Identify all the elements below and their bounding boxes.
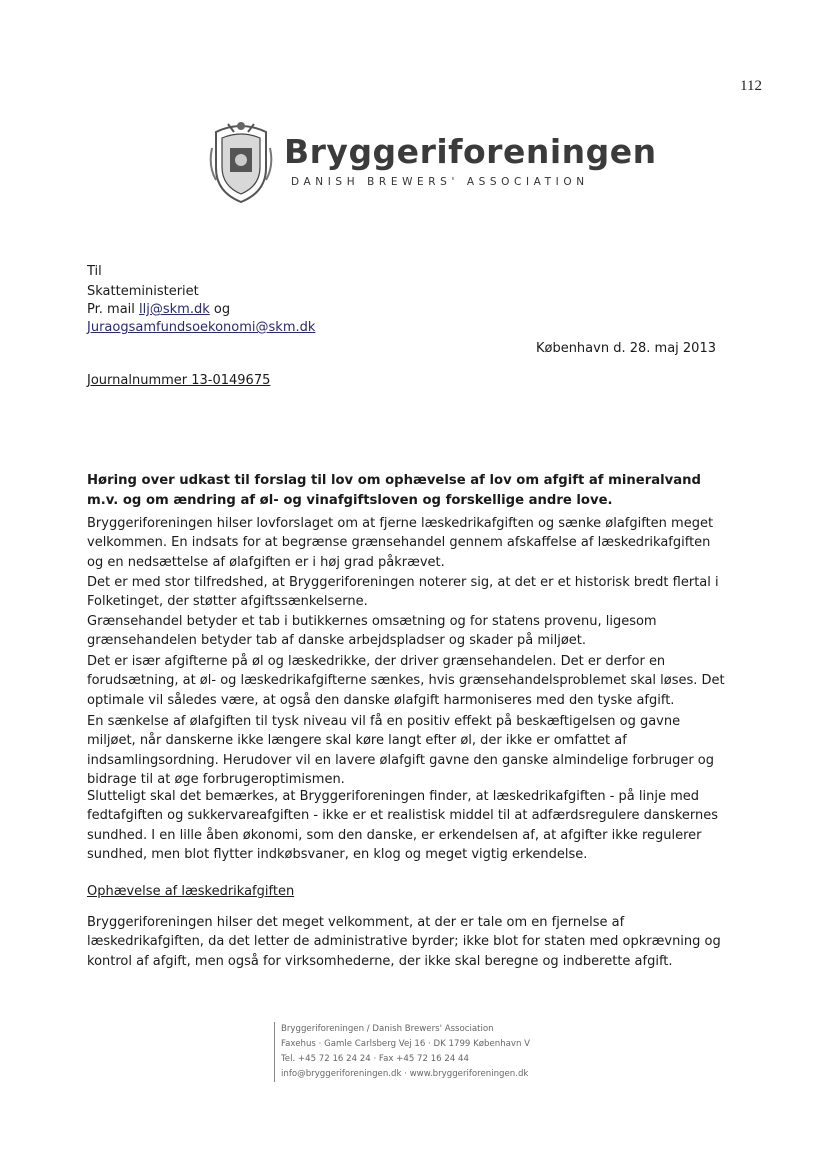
paragraph-5: En sænkelse af ølafgiften til tysk niveau vil få en positiv effekt på beskæftigelsen og gavne miljøet, når danskerne ikke længere skal køre langt efter øl, der ikke er omfattet af indsamlingsordning. Herudover vil en lavere ølafgift gavne den ganske almindelige forbruger og bidrage til at øge forbrugeroptimismen. <box>87 714 715 788</box>
letter-footer <box>274 1022 530 1082</box>
mail-prefix: Pr. mail <box>87 302 135 317</box>
recipient-mail-line <box>87 300 230 319</box>
mail-joiner: og <box>213 302 231 317</box>
section-paragraph: Bryggeriforeningen hilser det meget velkomment, at der er tale om en fjernelse af læskedrikafgiften, da det letter de administrative byrder; ikke blot for staten med opkrævning og kontrol af afgift, men også for virksomhederne, der ikke skal beregne og indberette afgift. <box>87 915 721 969</box>
footer-line-3: Tel. +45 72 16 24 24 · Fax +45 72 16 24 44 <box>281 1054 469 1064</box>
recipient-email-line <box>87 318 315 337</box>
crest-logo <box>208 118 274 206</box>
paragraph-3: Grænsehandel betyder et tab i butikkernes omsætning og for statens provenu, ligesom grænsehandelen betyder tab af danske arbejdspladser og skader på miljøet. <box>87 614 657 649</box>
footer-line-2: Faxehus · Gamle Carlsberg Vej 16 · DK 1799 København V <box>281 1039 531 1049</box>
letter-date: København d. 28. maj 2013 <box>535 341 716 356</box>
journal-number: Journalnummer 13-0149675 <box>87 373 271 388</box>
recipient-label: Til <box>87 264 102 279</box>
footer-line-1: Bryggeriforeningen / Danish Brewers' Association <box>281 1024 494 1034</box>
paragraph-1: Bryggeriforeningen hilser lovforslaget om at fjerne læskedrikafgiften og sænke ølafgiften meget velkommen. En indsats for at begrænse grænsehandel gennem afskaffelse af læskedrikafgiften og en nedsættelse af ølafgiften er i høj grad påkrævet. <box>87 516 714 570</box>
email-link-2[interactable]: Juraogsamfundsoekonomi@skm.dk <box>87 320 316 335</box>
letter-heading: Høring over udkast til forslag til lov om ophævelse af lov om afgift af mineralvand m.v. og om ændring af øl- og vinafgiftsloven og forskellige andre love. <box>87 473 701 508</box>
paragraph-2: Det er med stor tilfredshed, at Bryggeriforeningen noterer sig, at det er et historisk bredt flertal i Folketinget, der støtter afgiftssænkelserne. <box>87 575 719 610</box>
recipient-name: Skatteministeriet <box>87 284 199 299</box>
page-number: 112 <box>740 78 762 94</box>
organization-name: Bryggeriforeningen <box>284 132 657 171</box>
email-link-1[interactable]: llj@skm.dk <box>139 302 210 317</box>
organization-tagline: DANISH BREWERS' ASSOCIATION <box>291 176 589 188</box>
paragraph-6: Slutteligt skal det bemærkes, at Bryggeriforeningen finder, at læskedrikafgiften - på linje med fedtafgiften og sukkervareafgiften - ikke er et realistisk middel til at adfærdsregulere danskernes sundhed. I en lille åben økonomi, som den danske, er erkendelsen af, at afgifter ikke regulerer sundhed, men blot flytter indkøbsvaner, en klog og meget vigtig erkendelse. <box>87 789 719 863</box>
paragraph-4: Det er især afgifterne på øl og læskedrikke, der driver grænsehandelen. Det er derfor en forudsætning, at øl- og læskedrikafgifterne sænkes, hvis grænsehandelsproblemet skal løses. Det optimale vil således være, at også den danske ølafgift harmoniseres med den tyske afgift. <box>87 654 725 708</box>
section-title: Ophævelse af læskedrikafgiften <box>87 884 295 899</box>
footer-line-4: info@bryggeriforeningen.dk · www.bryggeriforeningen.dk <box>281 1069 529 1079</box>
